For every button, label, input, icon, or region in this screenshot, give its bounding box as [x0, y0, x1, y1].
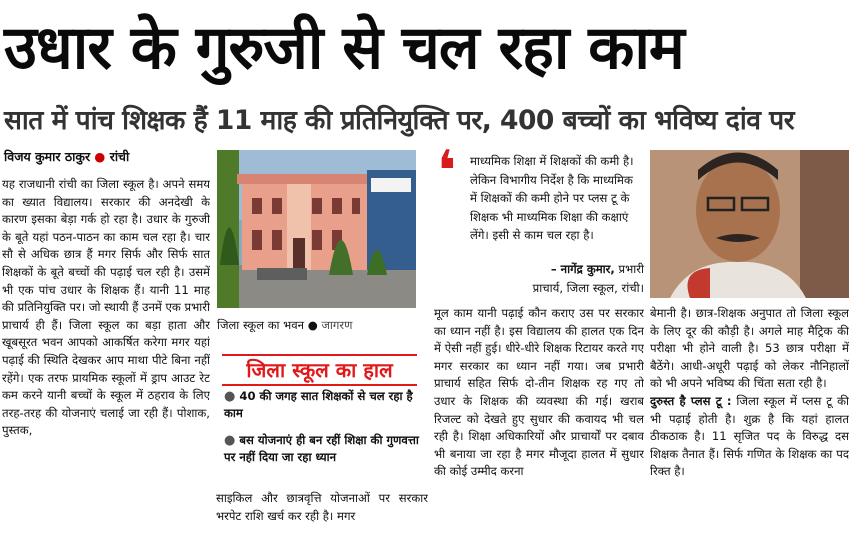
school-building-photo [217, 150, 416, 308]
headline: उधार के गुरुजी से चल रहा काम [4, 13, 684, 83]
bullet-icon: ● [224, 433, 236, 448]
info-box-bullet-1 [224, 388, 420, 421]
info-box-bullet-2 [224, 432, 420, 465]
article-column-1: यह राजधानी रांची का जिला स्कूल है। अपने समय का ख्यात विद्यालय। सरकार की अनदेखी के कारण इसका बेड़ा गर्क हो रहा है। उधार के गुरुजी के बूते यहां पठन-पाठन का काम चल रहा है। चार सौ से अधिक छात्र हैं मगर सिर्फ और सिर्फ सात शिक्षकों के बूते बच्चों की पढ़ाई चल रही है। उसमें भी एक पांच उधार के शिक्षक हैं। यानी 11 माह की प्रतिनियुक्ति पर। जो स्थायी हैं उनमें एक प्रभारी प्राचार्य ही हैं। जिला स्कूल का बड़ा हाता और खूबसूरत भवन आपको आकर्षित करेगा मगर यहां पढ़ाई की स्थिति देखकर आप माथा पीटे बिना नहीं रहेंगे। एक तरफ प्रायमिक स्कूलों में ड्राप आउट रेट कम करने यानी बच्चों के स्कूल में ठहराव के लिए तरह-तरह की योजनाएं चलाई जा रही हैं। पोशाक, पुस्तक, [2, 177, 210, 438]
info-box-title: जिला स्कूल का हाल [222, 354, 417, 386]
article-column-2: साइकिल और छात्रवृत्ति योजनाओं पर सरकार भरपेट राशि खर्च कर रही है। मगर [216, 491, 428, 523]
info-box-bullet-1-text: 40 की जगह सात शिक्षकों से चल रहा है काम [224, 389, 413, 420]
official-quote: माध्यमिक शिक्षा में शिक्षकों की कमी है। लेकिन विभागीय निर्देश है कि माध्यमिक में शिक्षकों की कमी होने पर प्लस टू के शिक्षक भी माध्यमिक शिक्षा की कक्षाएं लेंगे। इसी से काम चल रहा है। [470, 154, 634, 242]
quote-attribution [470, 260, 644, 297]
quote-speaker-name: – नागेंद्र कुमार, [550, 262, 615, 276]
byline [4, 148, 129, 165]
article-column-4-text: बेमानी है। छात्र-शिक्षक अनुपात तो जिला स्कूल के लिए दूर की कौड़ी है। अगले माह मैट्रिक की परीक्षा भी होने वाली है। 53 छात्र परीक्षा में बैठेंगे। आधी-अधूरी पढ़ाई को लेकर नौनिहालों को भी अपने भविष्य की चिंता सता रही है। [650, 306, 849, 391]
quote-speaker-role: प्रभारी [618, 262, 644, 276]
article-column-3: मूल काम यानी पढ़ाई कौन कराए उस पर सरकार का ध्यान नहीं है। इस विद्यालय की हालत एक दिन में ऐसी नहीं हुई। धीरे-धीरे शिक्षक रिटायर करते गए मगर सरकार का ध्यान नहीं गया। जब प्रभारी प्राचार्य सहित सिर्फ दो-तीन शिक्षक रह गए तो उधार के शिक्षक की व्यवस्था की गई। खराब रिजल्ट को देखते हुए सुधार की कवायद भी चल रही है। शिक्षा अधिकारियों और प्राचार्यों पर दबाव भी बनाया जा रहा है मगर मौजूदा हालत में सुधार की कोई उम्मीद करना [434, 306, 644, 479]
byline-place: रांची [109, 149, 130, 164]
portrait-illustration [650, 150, 849, 298]
bullet-icon: ● [224, 389, 236, 404]
subheadline: सात में पांच शिक्षक हैं 11 माह की प्रतिनियुक्ति पर, 400 बच्चों का भविष्य दांव पर [4, 105, 795, 136]
byline-author: विजय कुमार ठाकुर [4, 149, 91, 164]
photo-caption-text: जिला स्कूल का भवन [217, 318, 305, 332]
caption-dot-icon: ● [307, 318, 318, 332]
article-column-4 [650, 305, 849, 534]
info-box-bullet-2-text: बस योजनाएं ही बन रहीं शिक्षा की गुणवत्ता पर नहीं दिया जा रहा ध्यान [224, 433, 419, 464]
photo-caption [217, 318, 352, 333]
quote-mark-icon: ❛ [437, 139, 457, 204]
photo-credit: जागरण [321, 318, 353, 332]
bullet-dot-icon: ● [94, 149, 106, 164]
official-portrait-photo [650, 150, 849, 298]
subsection-lead: दुरुस्त है प्लस टू : [650, 393, 732, 408]
quote-speaker-org: प्राचार्य, जिला स्कूल, रांची। [532, 280, 644, 295]
article-column-4-text-2: जिला स्कूल में प्लस टू की भी पढ़ाई होती है। शुक्र है कि यहां हालत ठीकठाक है। 11 सृजित पद के विरुद्ध दस शिक्षक तैनात हैं। सिर्फ गणित के शिक्षक का पद रिक्त है। [650, 393, 849, 479]
school-building-illustration [217, 150, 416, 308]
